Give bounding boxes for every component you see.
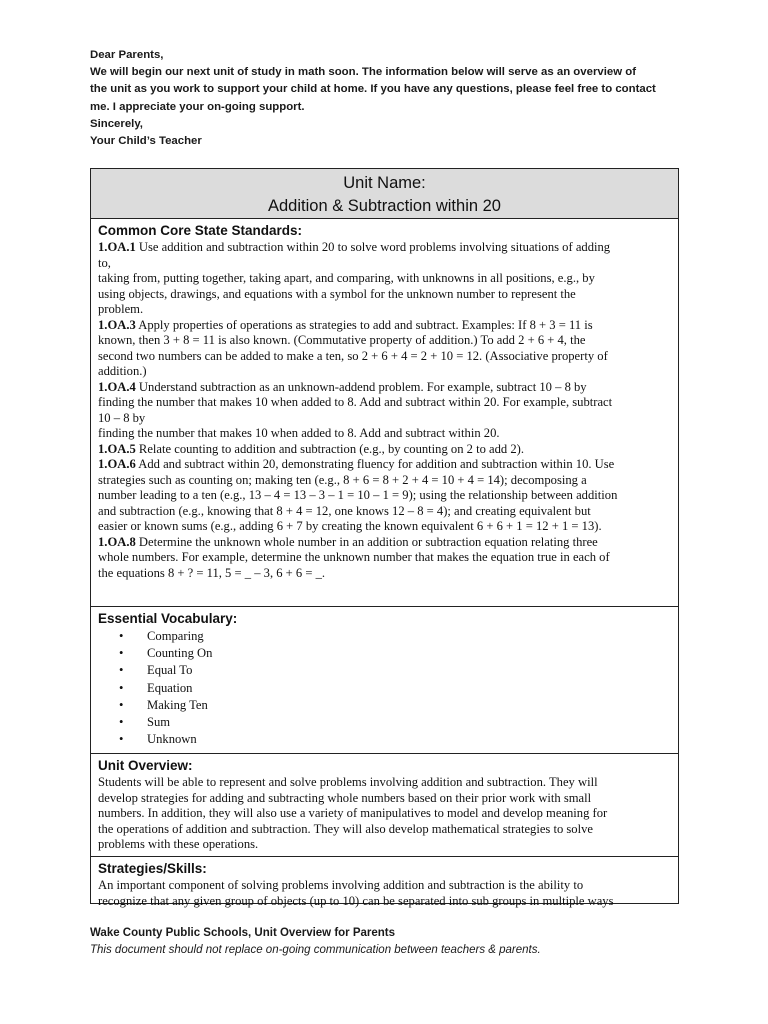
- standard-text: using objects, drawings, and equations with a symbol for the unknown number to represent the: [98, 286, 576, 301]
- standard-text: second two numbers can be added to make a ten, so 2 + 6 + 4 = 2 + 10 = 12. (Associative property of: [98, 348, 608, 363]
- standard-text: known, then 3 + 8 = 11 is also known. (Commutative property of addition.) To add 2 + 6 + 4, the: [98, 333, 586, 347]
- vocabulary-term: Unknown: [147, 732, 197, 747]
- parent-letter: [90, 47, 690, 150]
- strategies-line: An important component of solving problems involving addition and subtraction is the ability to: [98, 878, 584, 892]
- overview-line: the operations of addition and subtraction. They will also develop mathematical strategies to solve: [98, 821, 593, 836]
- standard-text: strategies such as counting on; making ten (e.g., 8 + 6 = 8 + 2 + 4 = 10 + 4 = 14); decomposing a: [98, 472, 587, 487]
- vocabulary-term: Counting On: [147, 646, 213, 661]
- vocabulary-term: Comparing: [147, 629, 204, 643]
- vocabulary-section: [91, 609, 678, 754]
- footer-source: Wake County Public Schools, Unit Overview for Parents: [90, 927, 396, 939]
- footer-disclaimer: This document should not replace on-going communication between teachers & parents.: [90, 944, 541, 956]
- unit-header: [91, 169, 678, 219]
- vocabulary-item: [119, 731, 672, 748]
- standard-line: [98, 395, 672, 411]
- vocabulary-item: [119, 714, 672, 731]
- unit-overview-table: [90, 168, 679, 908]
- standard-line: [98, 488, 672, 504]
- standard-line: [98, 271, 672, 287]
- letter-body-line: me. I appreciate your on-going support.: [90, 100, 305, 113]
- overview-title: Unit Overview:: [98, 758, 193, 773]
- standard-text: Use addition and subtraction within 20 to solve word problems involving situations of adding: [135, 240, 611, 254]
- standard-text: and subtraction (e.g., knowing that 8 + 4 = 12, one knows 12 – 8 = 4); and creating equivalent but: [98, 503, 591, 518]
- unit-label: Unit Name:: [343, 174, 426, 192]
- standard-text: number leading to a ten (e.g., 13 – 4 = 13 – 3 – 1 = 10 – 1 = 9); using the relationship between addition: [98, 488, 618, 502]
- standard-text: Apply properties of operations as strategies to add and subtract. Examples: If 8 + 3 = 11 is: [135, 317, 593, 332]
- standard-line: [98, 333, 672, 349]
- letter-greeting: Dear Parents,: [90, 49, 164, 61]
- standard-line: [98, 457, 672, 473]
- page-footer: [90, 925, 710, 959]
- bullet-icon: •: [119, 732, 124, 747]
- standards-section: [91, 221, 678, 607]
- vocabulary-term: Equation: [147, 680, 193, 695]
- letter-signature: Your Child’s Teacher: [90, 135, 202, 148]
- bullet-icon: •: [119, 646, 124, 661]
- bullet-icon: •: [119, 697, 124, 712]
- standard-text: Determine the unknown whole number in an addition or subtraction equation relating three: [135, 534, 598, 549]
- overview-section: [91, 756, 678, 857]
- standard-text: easier or known sums (e.g., adding 6 + 7 by creating the known equivalent 6 + 6 + 1 = 12 + 1 = 13).: [98, 519, 602, 533]
- vocabulary-title: Essential Vocabulary:: [98, 611, 238, 626]
- standard-line: [98, 302, 672, 318]
- overview-text: [98, 775, 672, 853]
- vocabulary-item: [119, 628, 672, 645]
- vocabulary-term: Making Ten: [147, 697, 208, 712]
- letter-closing: Sincerely,: [90, 117, 143, 130]
- bullet-icon: •: [119, 715, 124, 730]
- vocabulary-term: Equal To: [147, 663, 193, 678]
- standard-line: [98, 256, 672, 272]
- vocabulary-list: [98, 628, 672, 748]
- standard-text: finding the number that makes 10 when added to 8. Add and subtract within 20.: [98, 426, 500, 440]
- standard-line: [98, 550, 672, 566]
- standard-line: [98, 318, 672, 334]
- standard-text: the equations 8 + ? = 11, 5 = _ – 3, 6 + 6 = _.: [98, 565, 326, 580]
- vocabulary-item: [119, 680, 672, 697]
- overview-line: develop strategies for adding and subtracting whole numbers based on their prior work with small: [98, 790, 592, 805]
- standard-line: [98, 442, 672, 458]
- standard-text: taking from, putting together, taking apart, and comparing, with unknowns in all positions, e.g., by: [98, 271, 595, 285]
- standard-code: 1.OA.8: [98, 534, 136, 549]
- standard-line: [98, 349, 672, 365]
- standard-line: [98, 380, 672, 396]
- overview-line: Students will be able to represent and solve problems involving addition and subtraction. They will: [98, 775, 598, 789]
- vocabulary-item: [119, 697, 672, 714]
- vocabulary-item: [119, 645, 672, 662]
- standard-line: [98, 566, 672, 582]
- letter-body-line: We will begin our next unit of study in math soon. The information below will serve as an overview of: [90, 66, 636, 79]
- standard-line: [98, 504, 672, 520]
- strategies-section: [91, 859, 678, 909]
- standard-text: finding the number that makes 10 when added to 8. Add and subtract within 20. For example, subtract: [98, 395, 613, 409]
- standard-line: [98, 519, 672, 535]
- standard-line: [98, 287, 672, 303]
- bullet-icon: •: [119, 680, 124, 695]
- strategies-text: [98, 878, 672, 909]
- letter-body-line: the unit as you work to support your child at home. If you have any questions, please feel free to contact: [90, 83, 656, 96]
- standard-line: [98, 240, 672, 256]
- standard-code: 1.OA.3: [98, 317, 136, 332]
- standard-line: [98, 426, 672, 442]
- standard-text: addition.): [98, 364, 147, 378]
- standards-title: Common Core State Standards:: [98, 223, 303, 238]
- standard-line: [98, 364, 672, 380]
- overview-line: problems with these operations.: [98, 837, 259, 851]
- strategies-line: recognize that any given group of objects (up to 10) can be separated into sub groups in multiple ways: [98, 893, 614, 908]
- overview-line: numbers. In addition, they will also use a variety of manipulatives to model and develop meaning for: [98, 806, 608, 820]
- standard-text: problem.: [98, 302, 144, 316]
- unit-name: Addition & Subtraction within 20: [268, 197, 501, 215]
- vocabulary-term: Sum: [147, 715, 171, 730]
- bullet-icon: •: [119, 629, 124, 643]
- standard-text: whole numbers. For example, determine the unknown number that makes the equation true in each of: [98, 550, 610, 564]
- standard-code: 1.OA.4: [98, 379, 136, 394]
- standard-text: to,: [98, 255, 111, 270]
- bullet-icon: •: [119, 663, 124, 678]
- standard-text: Understand subtraction as an unknown-addend problem. For example, subtract 10 – 8 by: [135, 379, 587, 394]
- standard-line: [98, 535, 672, 551]
- standards-list: [98, 240, 672, 581]
- standard-text: Add and subtract within 20, demonstrating fluency for addition and subtraction within 10. Use: [135, 457, 615, 471]
- standard-text: 10 – 8 by: [98, 410, 146, 425]
- standard-code: 1.OA.5: [98, 441, 136, 456]
- strategies-title: Strategies/Skills:: [98, 861, 207, 876]
- standard-code: 1.OA.6: [98, 457, 136, 471]
- standard-line: [98, 411, 672, 427]
- vocabulary-item: [119, 662, 672, 679]
- standard-line: [98, 473, 672, 489]
- standard-text: Relate counting to addition and subtraction (e.g., by counting on 2 to add 2).: [135, 441, 525, 456]
- standard-code: 1.OA.1: [98, 240, 136, 254]
